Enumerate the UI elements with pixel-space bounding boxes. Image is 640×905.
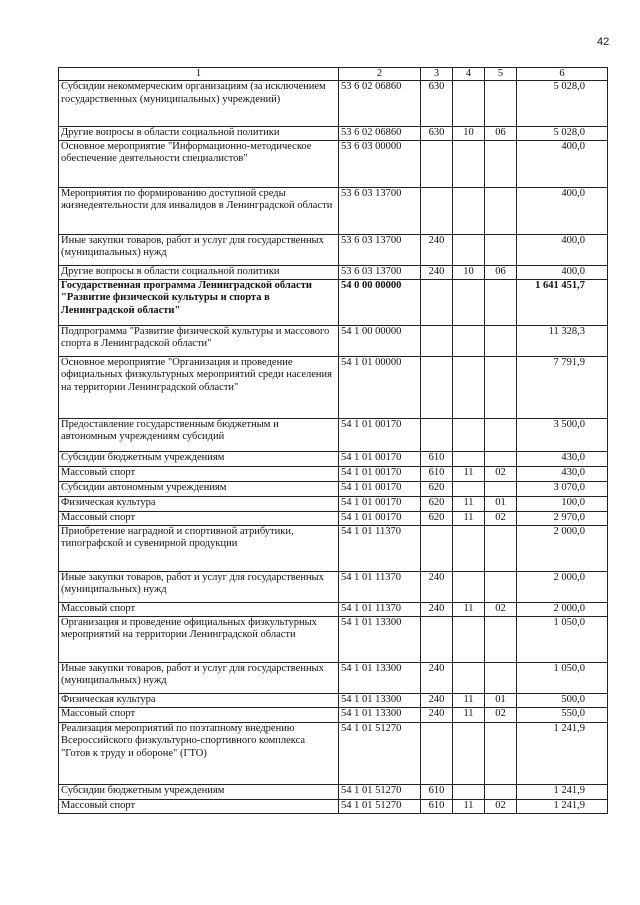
cell-rz [453, 662, 485, 693]
cell-vr: 620 [421, 511, 453, 525]
cell-csr: 54 1 01 51270 [339, 722, 421, 784]
header-cell: 4 [453, 68, 485, 81]
cell-sum: 11 328,3 [517, 325, 608, 356]
cell-rz: 11 [453, 602, 485, 616]
cell-vr [421, 722, 453, 784]
cell-pr [485, 81, 517, 127]
cell-pr [485, 451, 517, 466]
table-row [59, 496, 608, 511]
cell-name: Другие вопросы в области социальной политики [59, 127, 339, 140]
cell-pr [485, 784, 517, 799]
cell-rz: 11 [453, 707, 485, 722]
cell-vr: 620 [421, 496, 453, 511]
cell-sum: 430,0 [517, 451, 608, 466]
cell-rz: 10 [453, 265, 485, 279]
cell-sum: 550,0 [517, 707, 608, 722]
cell-pr [485, 481, 517, 496]
cell-rz: 11 [453, 466, 485, 481]
cell-rz [453, 481, 485, 496]
cell-vr: 620 [421, 481, 453, 496]
table-row [59, 722, 608, 784]
cell-csr: 54 1 01 00000 [339, 356, 421, 418]
cell-csr: 53 6 03 00000 [339, 140, 421, 187]
cell-sum: 1 641 451,7 [517, 279, 608, 325]
cell-sum: 5 028,0 [517, 81, 608, 127]
cell-rz [453, 784, 485, 799]
cell-sum: 2 000,0 [517, 602, 608, 616]
cell-name: Мероприятия по формированию доступной среды жизнедеятельности для инвалидов в Ленинградской области [59, 187, 339, 234]
cell-vr: 610 [421, 466, 453, 481]
cell-name: Субсидии автономным учреждениям [59, 481, 339, 496]
table-header-row [59, 68, 608, 81]
table-row [59, 418, 608, 451]
cell-pr: 02 [485, 466, 517, 481]
cell-csr: 54 1 01 00170 [339, 466, 421, 481]
cell-pr [485, 140, 517, 187]
cell-rz [453, 571, 485, 602]
cell-pr [485, 356, 517, 418]
table-row [59, 602, 608, 616]
cell-name: Иные закупки товаров, работ и услуг для государственных (муниципальных) нужд [59, 662, 339, 693]
cell-vr: 240 [421, 707, 453, 722]
table-row [59, 525, 608, 571]
cell-sum: 2 970,0 [517, 511, 608, 525]
table-row [59, 693, 608, 707]
table-row [59, 325, 608, 356]
cell-pr: 02 [485, 707, 517, 722]
header-cell: 2 [339, 68, 421, 81]
cell-csr: 53 6 03 13700 [339, 265, 421, 279]
cell-pr [485, 616, 517, 662]
cell-vr: 240 [421, 662, 453, 693]
cell-name: Реализация мероприятий по поэтапному внедрению Всероссийского физкультурно-спортивного комплекса "Готов к труду и обороне" (ГТО) [59, 722, 339, 784]
table-row [59, 451, 608, 466]
table-row [59, 81, 608, 127]
cell-pr: 06 [485, 127, 517, 140]
cell-vr: 610 [421, 451, 453, 466]
cell-csr: 54 1 01 00170 [339, 451, 421, 466]
cell-csr: 54 1 01 11370 [339, 602, 421, 616]
cell-vr [421, 325, 453, 356]
cell-sum: 1 050,0 [517, 616, 608, 662]
cell-rz [453, 418, 485, 451]
cell-pr [485, 418, 517, 451]
cell-vr: 240 [421, 265, 453, 279]
cell-pr [485, 234, 517, 265]
cell-vr: 610 [421, 799, 453, 813]
cell-csr: 54 1 01 13300 [339, 707, 421, 722]
cell-csr: 54 1 00 00000 [339, 325, 421, 356]
cell-sum: 430,0 [517, 466, 608, 481]
cell-vr [421, 418, 453, 451]
cell-csr: 54 1 01 13300 [339, 616, 421, 662]
table-row [59, 127, 608, 140]
cell-pr [485, 662, 517, 693]
table-row [59, 799, 608, 813]
cell-rz [453, 81, 485, 127]
cell-csr: 53 6 02 06860 [339, 81, 421, 127]
cell-pr [485, 722, 517, 784]
cell-name: Приобретение наградной и спортивной атрибутики, типографской и сувенирной продукции [59, 525, 339, 571]
cell-rz [453, 525, 485, 571]
cell-pr: 06 [485, 265, 517, 279]
cell-csr: 53 6 03 13700 [339, 187, 421, 234]
cell-csr: 54 1 01 51270 [339, 784, 421, 799]
cell-csr: 54 1 01 13300 [339, 662, 421, 693]
cell-pr [485, 325, 517, 356]
header-cell: 3 [421, 68, 453, 81]
cell-pr: 02 [485, 602, 517, 616]
cell-name: Массовый спорт [59, 602, 339, 616]
cell-vr: 240 [421, 602, 453, 616]
cell-sum: 400,0 [517, 234, 608, 265]
cell-sum: 5 028,0 [517, 127, 608, 140]
cell-name: Массовый спорт [59, 707, 339, 722]
cell-name: Организация и проведение официальных физкультурных мероприятий на территории Ленинградской области [59, 616, 339, 662]
cell-sum: 400,0 [517, 265, 608, 279]
cell-pr [485, 525, 517, 571]
table-row [59, 187, 608, 234]
cell-name: Массовый спорт [59, 511, 339, 525]
cell-pr [485, 279, 517, 325]
cell-rz [453, 187, 485, 234]
table-row [59, 662, 608, 693]
cell-sum: 500,0 [517, 693, 608, 707]
cell-name: Массовый спорт [59, 799, 339, 813]
budget-table [58, 67, 608, 814]
cell-vr: 610 [421, 784, 453, 799]
cell-vr [421, 279, 453, 325]
cell-rz: 11 [453, 799, 485, 813]
cell-csr: 54 1 01 00170 [339, 418, 421, 451]
cell-csr: 54 1 01 00170 [339, 481, 421, 496]
cell-name: Основное мероприятие "Организация и проведение официальных физкультурных мероприятий среди населения на территории Ленинградской области" [59, 356, 339, 418]
cell-rz [453, 279, 485, 325]
cell-sum: 400,0 [517, 187, 608, 234]
cell-name: Субсидии бюджетным учреждениям [59, 784, 339, 799]
cell-name: Массовый спорт [59, 466, 339, 481]
cell-sum: 2 000,0 [517, 525, 608, 571]
table-row [59, 616, 608, 662]
table-row [59, 140, 608, 187]
cell-vr: 240 [421, 693, 453, 707]
cell-sum: 100,0 [517, 496, 608, 511]
table-row [59, 571, 608, 602]
cell-name: Иные закупки товаров, работ и услуг для государственных (муниципальных) нужд [59, 234, 339, 265]
cell-sum: 1 241,9 [517, 722, 608, 784]
cell-sum: 3 500,0 [517, 418, 608, 451]
cell-vr: 630 [421, 127, 453, 140]
cell-name: Государственная программа Ленинградской области "Развитие физической культуры и спорта в Ленинградской области" [59, 279, 339, 325]
cell-sum: 3 070,0 [517, 481, 608, 496]
page-number: 42 [597, 36, 610, 48]
cell-sum: 1 241,9 [517, 784, 608, 799]
cell-name: Физическая культура [59, 693, 339, 707]
cell-pr: 01 [485, 693, 517, 707]
table-row [59, 265, 608, 279]
header-cell: 6 [517, 68, 608, 81]
table-row [59, 481, 608, 496]
cell-name: Физическая культура [59, 496, 339, 511]
cell-rz: 11 [453, 693, 485, 707]
cell-pr [485, 187, 517, 234]
table-row [59, 234, 608, 265]
cell-csr: 53 6 02 06860 [339, 127, 421, 140]
cell-pr: 02 [485, 799, 517, 813]
cell-sum: 1 050,0 [517, 662, 608, 693]
cell-name: Другие вопросы в области социальной политики [59, 265, 339, 279]
cell-vr [421, 616, 453, 662]
cell-vr: 240 [421, 571, 453, 602]
cell-csr: 54 1 01 11370 [339, 571, 421, 602]
cell-sum: 1 241,9 [517, 799, 608, 813]
cell-rz [453, 616, 485, 662]
cell-sum: 7 791,9 [517, 356, 608, 418]
table-row [59, 279, 608, 325]
cell-csr: 54 1 01 00170 [339, 496, 421, 511]
cell-rz [453, 451, 485, 466]
cell-vr [421, 525, 453, 571]
cell-vr: 630 [421, 81, 453, 127]
cell-sum: 2 000,0 [517, 571, 608, 602]
cell-csr: 53 6 03 13700 [339, 234, 421, 265]
cell-rz: 11 [453, 496, 485, 511]
header-cell: 5 [485, 68, 517, 81]
header-cell: 1 [59, 68, 339, 81]
table-row [59, 784, 608, 799]
cell-pr: 02 [485, 511, 517, 525]
cell-name: Подпрограмма "Развитие физической культуры и массового спорта в Ленинградской области" [59, 325, 339, 356]
cell-vr: 240 [421, 234, 453, 265]
cell-vr [421, 140, 453, 187]
cell-name: Основное мероприятие "Информационно-методическое обеспечение деятельности специалистов" [59, 140, 339, 187]
cell-name: Предоставление государственным бюджетным и автономным учреждениям субсидий [59, 418, 339, 451]
cell-name: Субсидии бюджетным учреждениям [59, 451, 339, 466]
cell-rz [453, 722, 485, 784]
table-row [59, 356, 608, 418]
cell-name: Иные закупки товаров, работ и услуг для государственных (муниципальных) нужд [59, 571, 339, 602]
cell-csr: 54 1 01 00170 [339, 511, 421, 525]
cell-pr: 01 [485, 496, 517, 511]
cell-csr: 54 1 01 13300 [339, 693, 421, 707]
cell-rz [453, 234, 485, 265]
cell-rz [453, 140, 485, 187]
cell-vr [421, 356, 453, 418]
cell-rz: 10 [453, 127, 485, 140]
table-row [59, 511, 608, 525]
cell-name: Субсидии некоммерческим организациям (за исключением государственных (муниципальных) учреждений) [59, 81, 339, 127]
table-row [59, 707, 608, 722]
cell-pr [485, 571, 517, 602]
cell-csr: 54 0 00 00000 [339, 279, 421, 325]
cell-rz [453, 325, 485, 356]
cell-csr: 54 1 01 11370 [339, 525, 421, 571]
table-row [59, 466, 608, 481]
cell-vr [421, 187, 453, 234]
cell-csr: 54 1 01 51270 [339, 799, 421, 813]
cell-rz [453, 356, 485, 418]
cell-rz: 11 [453, 511, 485, 525]
cell-sum: 400,0 [517, 140, 608, 187]
